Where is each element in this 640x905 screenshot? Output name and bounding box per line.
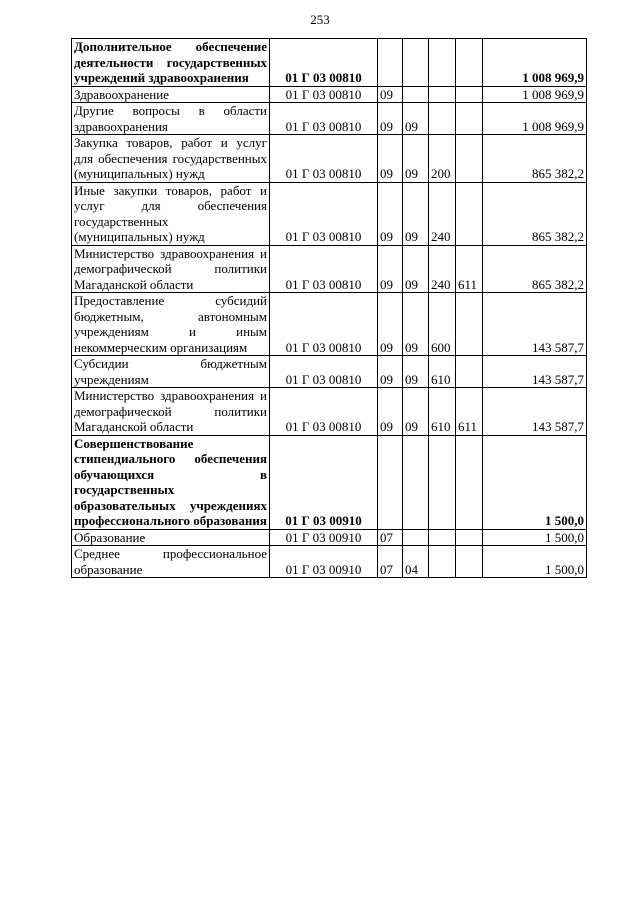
row-section-cell: 09 xyxy=(378,86,403,103)
row-ministry-code-cell xyxy=(456,86,483,103)
row-section-cell: 09 xyxy=(378,182,403,245)
row-section-cell: 09 xyxy=(378,293,403,356)
row-code-cell: 01 Г 03 00810 xyxy=(270,135,378,183)
table-row xyxy=(72,245,587,293)
row-amount-cell: 865 382,2 xyxy=(483,245,587,293)
row-expense-type-cell: 200 xyxy=(429,135,456,183)
budget-table-body xyxy=(72,39,587,578)
row-name-cell: Образование xyxy=(72,529,270,546)
row-name-cell: Иные закупки товаров, работ и услуг для обеспечения государственных (муниципальных) нужд xyxy=(72,182,270,245)
row-subsection-cell: 09 xyxy=(403,103,429,135)
row-ministry-code-cell xyxy=(456,135,483,183)
budget-table xyxy=(71,38,587,578)
row-subsection-cell: 09 xyxy=(403,356,429,388)
row-section-cell: 09 xyxy=(378,388,403,436)
row-name-cell: Министерство здравоохранения и демографической политики Магаданской области xyxy=(72,245,270,293)
row-code-cell: 01 Г 03 00810 xyxy=(270,39,378,87)
row-subsection-cell xyxy=(403,39,429,87)
row-expense-type-cell: 240 xyxy=(429,245,456,293)
row-expense-type-cell: 600 xyxy=(429,293,456,356)
row-ministry-code-cell xyxy=(456,356,483,388)
row-amount-cell: 1 500,0 xyxy=(483,435,587,529)
table-row xyxy=(72,103,587,135)
row-section-cell: 09 xyxy=(378,135,403,183)
table-row xyxy=(72,388,587,436)
row-ministry-code-cell: 611 xyxy=(456,245,483,293)
row-subsection-cell xyxy=(403,435,429,529)
row-section-cell: 07 xyxy=(378,546,403,578)
row-expense-type-cell xyxy=(429,103,456,135)
row-ministry-code-cell xyxy=(456,182,483,245)
row-code-cell: 01 Г 03 00810 xyxy=(270,293,378,356)
table-row xyxy=(72,293,587,356)
row-name-cell: Закупка товаров, работ и услуг для обеспечения государственных (муниципальных) нужд xyxy=(72,135,270,183)
row-section-cell xyxy=(378,435,403,529)
row-section-cell: 09 xyxy=(378,356,403,388)
table-row xyxy=(72,356,587,388)
row-subsection-cell: 09 xyxy=(403,182,429,245)
row-code-cell: 01 Г 03 00910 xyxy=(270,529,378,546)
row-name-cell: Другие вопросы в области здравоохранения xyxy=(72,103,270,135)
row-amount-cell: 865 382,2 xyxy=(483,182,587,245)
row-amount-cell: 1 500,0 xyxy=(483,546,587,578)
row-ministry-code-cell xyxy=(456,293,483,356)
row-name-cell: Дополнительное обеспечение деятельности государственных учреждений здравоохранения xyxy=(72,39,270,87)
table-row xyxy=(72,546,587,578)
row-section-cell xyxy=(378,39,403,87)
row-subsection-cell: 09 xyxy=(403,388,429,436)
row-amount-cell: 865 382,2 xyxy=(483,135,587,183)
row-amount-cell: 143 587,7 xyxy=(483,388,587,436)
row-name-cell: Здравоохранение xyxy=(72,86,270,103)
row-expense-type-cell: 240 xyxy=(429,182,456,245)
row-amount-cell: 143 587,7 xyxy=(483,356,587,388)
row-code-cell: 01 Г 03 00910 xyxy=(270,546,378,578)
row-subsection-cell: 09 xyxy=(403,245,429,293)
row-code-cell: 01 Г 03 00810 xyxy=(270,182,378,245)
row-section-cell: 07 xyxy=(378,529,403,546)
row-ministry-code-cell xyxy=(456,529,483,546)
row-name-cell: Среднее профессиональное образование xyxy=(72,546,270,578)
row-section-cell: 09 xyxy=(378,245,403,293)
row-name-cell: Министерство здравоохранения и демографической политики Магаданской области xyxy=(72,388,270,436)
row-subsection-cell xyxy=(403,529,429,546)
row-code-cell: 01 Г 03 00810 xyxy=(270,103,378,135)
table-row xyxy=(72,435,587,529)
row-ministry-code-cell xyxy=(456,546,483,578)
row-subsection-cell: 04 xyxy=(403,546,429,578)
table-row xyxy=(72,529,587,546)
row-ministry-code-cell xyxy=(456,435,483,529)
row-ministry-code-cell xyxy=(456,103,483,135)
row-expense-type-cell xyxy=(429,86,456,103)
row-subsection-cell: 09 xyxy=(403,293,429,356)
row-section-cell: 09 xyxy=(378,103,403,135)
row-expense-type-cell: 610 xyxy=(429,356,456,388)
row-ministry-code-cell xyxy=(456,39,483,87)
row-amount-cell: 1 008 969,9 xyxy=(483,39,587,87)
row-subsection-cell: 09 xyxy=(403,135,429,183)
row-ministry-code-cell: 611 xyxy=(456,388,483,436)
table-row xyxy=(72,39,587,87)
table-row xyxy=(72,135,587,183)
row-code-cell: 01 Г 03 00810 xyxy=(270,356,378,388)
row-expense-type-cell xyxy=(429,529,456,546)
row-code-cell: 01 Г 03 00810 xyxy=(270,388,378,436)
row-name-cell: Предоставление субсидий бюджетным, автономным учреждениям и иным некоммерческим организациям xyxy=(72,293,270,356)
row-expense-type-cell: 610 xyxy=(429,388,456,436)
row-code-cell: 01 Г 03 00910 xyxy=(270,435,378,529)
page-number: 253 xyxy=(310,12,330,27)
row-code-cell: 01 Г 03 00810 xyxy=(270,245,378,293)
row-name-cell: Совершенствование стипендиального обеспечения обучающихся в государственных образовательных учреждениях профессионального образования xyxy=(72,435,270,529)
row-amount-cell: 1 500,0 xyxy=(483,529,587,546)
table-row xyxy=(72,86,587,103)
row-expense-type-cell xyxy=(429,435,456,529)
row-name-cell: Субсидии бюджетным учреждениям xyxy=(72,356,270,388)
row-expense-type-cell xyxy=(429,546,456,578)
row-amount-cell: 143 587,7 xyxy=(483,293,587,356)
table-row xyxy=(72,182,587,245)
row-expense-type-cell xyxy=(429,39,456,87)
row-code-cell: 01 Г 03 00810 xyxy=(270,86,378,103)
row-amount-cell: 1 008 969,9 xyxy=(483,103,587,135)
row-amount-cell: 1 008 969,9 xyxy=(483,86,587,103)
row-subsection-cell xyxy=(403,86,429,103)
